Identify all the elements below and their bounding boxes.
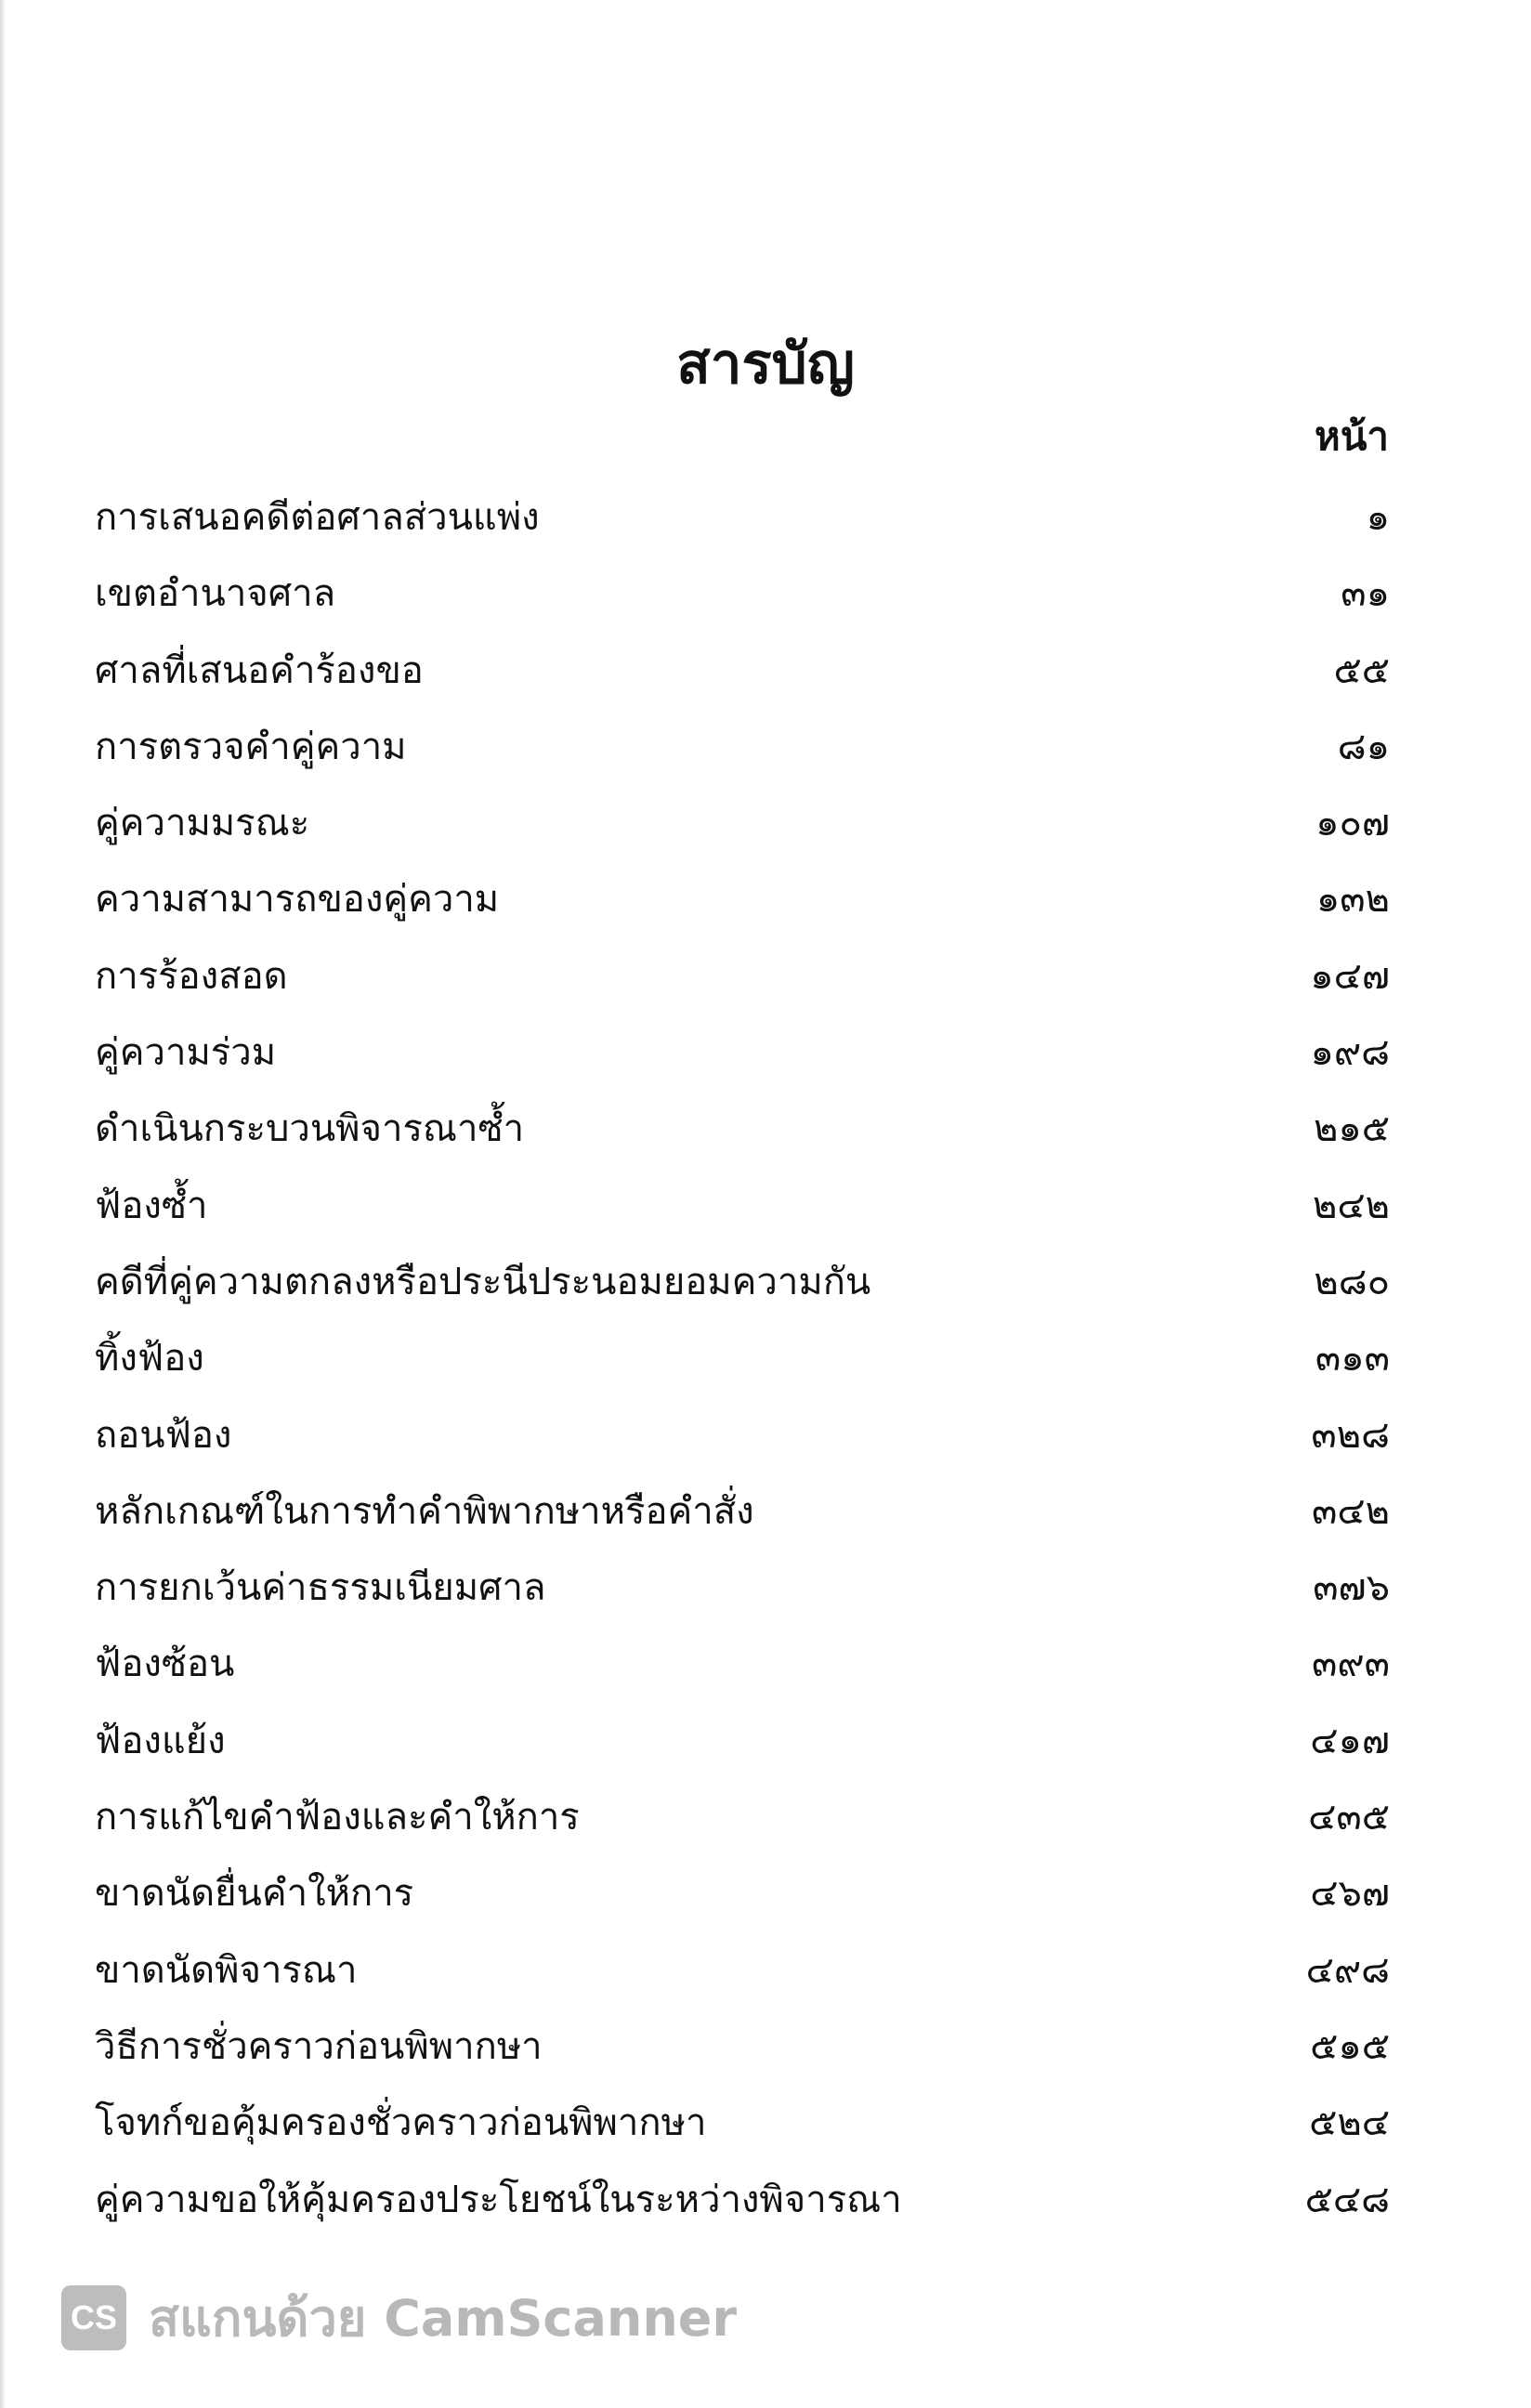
camscanner-logo-icon: CS	[61, 2285, 126, 2350]
toc-entry-page: ๔๖๗	[1310, 1872, 1390, 1916]
table-of-contents	[95, 485, 1390, 2244]
toc-entry	[95, 1708, 1390, 1785]
toc-entry-page: ๔๙๘	[1305, 1948, 1390, 1992]
toc-entry	[95, 1631, 1390, 1708]
toc-entry-title: ฟ้องซ้อน	[95, 1642, 235, 1686]
toc-entry-title: การแก้ไขคำฟ้องและคำให้การ	[95, 1796, 580, 1839]
toc-entry-title: ศาลที่เสนอคำร้องขอ	[95, 648, 424, 692]
toc-entry	[95, 1479, 1390, 1555]
toc-entry	[95, 1250, 1390, 1326]
toc-entry	[95, 1938, 1390, 2014]
toc-entry-page: ๔๓๕	[1308, 1796, 1390, 1839]
toc-entry-page: ๕๕	[1333, 648, 1390, 692]
toc-entry-page: ๓๗๖	[1313, 1566, 1390, 1610]
toc-entry	[95, 2014, 1390, 2090]
toc-entry-title: ความสามารถของคู่ความ	[95, 878, 500, 922]
toc-entry	[95, 1785, 1390, 1861]
toc-entry-title: คดีที่คู่ความตกลงหรือประนีประนอมยอมความกัน	[95, 1260, 871, 1303]
toc-entry-title: การยกเว้นค่าธรรมเนียมศาล	[95, 1566, 546, 1610]
toc-entry	[95, 1096, 1390, 1172]
toc-entry	[95, 561, 1390, 637]
toc-entry-title: เขตอำนาจศาล	[95, 572, 336, 616]
toc-entry-title: คู่ความร่วม	[95, 1031, 277, 1075]
toc-entry-title: ทิ้งฟ้อง	[95, 1337, 204, 1381]
toc-entry	[95, 867, 1390, 943]
toc-entry-page: ๓๒๘	[1311, 1413, 1390, 1457]
watermark-text: สแกนด้วย CamScanner	[149, 2289, 738, 2348]
toc-entry-title: วิธีการชั่วคราวก่อนพิพากษา	[95, 2024, 543, 2068]
toc-entry-page: ๘๑	[1337, 725, 1390, 768]
toc-entry	[95, 1403, 1390, 1479]
toc-entry-title: หลักเกณฑ์ในการทำคำพิพากษาหรือคำสั่ง	[95, 1489, 754, 1533]
toc-entry	[95, 1020, 1390, 1096]
toc-entry-title: ถอนฟ้อง	[95, 1413, 232, 1457]
toc-entry-page: ๒๔๒	[1312, 1184, 1390, 1227]
toc-entry	[95, 2167, 1390, 2244]
toc-entry-title: โจทก์ขอคุ้มครองชั่วคราวก่อนพิพากษา	[95, 2101, 707, 2145]
toc-entry-title: คู่ความมรณะ	[95, 802, 310, 845]
toc-entry	[95, 1326, 1390, 1402]
toc-entry-page: ๓๑๓	[1315, 1337, 1390, 1381]
toc-entry-title: ฟ้องซ้ำ	[95, 1184, 208, 1227]
toc-entry-title: การตรวจคำคู่ความ	[95, 725, 407, 768]
toc-entry-page: ๓๔๒	[1312, 1489, 1390, 1533]
page-title: สารบัญ	[676, 332, 855, 397]
toc-entry-page: ๑๙๘	[1310, 1031, 1390, 1075]
toc-entry-title: คู่ความขอให้คุ้มครองประโยชน์ในระหว่างพิจารณา	[95, 2178, 902, 2221]
toc-entry	[95, 485, 1390, 561]
toc-entry-page: ๕๒๔	[1309, 2101, 1390, 2145]
toc-entry	[95, 2090, 1390, 2166]
toc-entry	[95, 714, 1390, 791]
toc-entry-title: ฟ้องแย้ง	[95, 1719, 226, 1762]
toc-entry-title: ขาดนัดยื่นคำให้การ	[95, 1872, 414, 1916]
toc-entry	[95, 638, 1390, 714]
toc-entry	[95, 791, 1390, 867]
toc-entry-page: ๓๙๓	[1312, 1642, 1390, 1686]
toc-entry-page: ๑๓๒	[1315, 878, 1390, 922]
toc-entry-page: ๑๔๗	[1310, 954, 1390, 998]
toc-entry-title: การร้องสอด	[95, 954, 288, 998]
toc-entry	[95, 1173, 1390, 1250]
toc-entry-title: ขาดนัดพิจารณา	[95, 1948, 358, 1992]
toc-entry	[95, 1861, 1390, 1937]
toc-entry-page: ๕๔๘	[1304, 2178, 1390, 2221]
toc-entry	[95, 1555, 1390, 1631]
toc-entry-page: ๑	[1366, 496, 1390, 539]
page-number-column-header: หน้า	[1315, 413, 1389, 459]
toc-entry-page: ๓๑	[1341, 572, 1390, 616]
camscanner-watermark	[61, 2281, 737, 2355]
toc-entry-page: ๑๐๗	[1315, 802, 1390, 845]
toc-entry-page: ๒๑๕	[1313, 1107, 1390, 1151]
toc-entry-title: ดำเนินกระบวนพิจารณาซ้ำ	[95, 1107, 525, 1151]
toc-entry-page: ๔๑๗	[1310, 1719, 1390, 1762]
toc-entry	[95, 944, 1390, 1020]
toc-entry-title: การเสนอคดีต่อศาลส่วนแพ่ง	[95, 496, 540, 539]
toc-entry-page: ๕๑๕	[1310, 2024, 1390, 2068]
toc-entry-page: ๒๘๐	[1314, 1260, 1390, 1303]
